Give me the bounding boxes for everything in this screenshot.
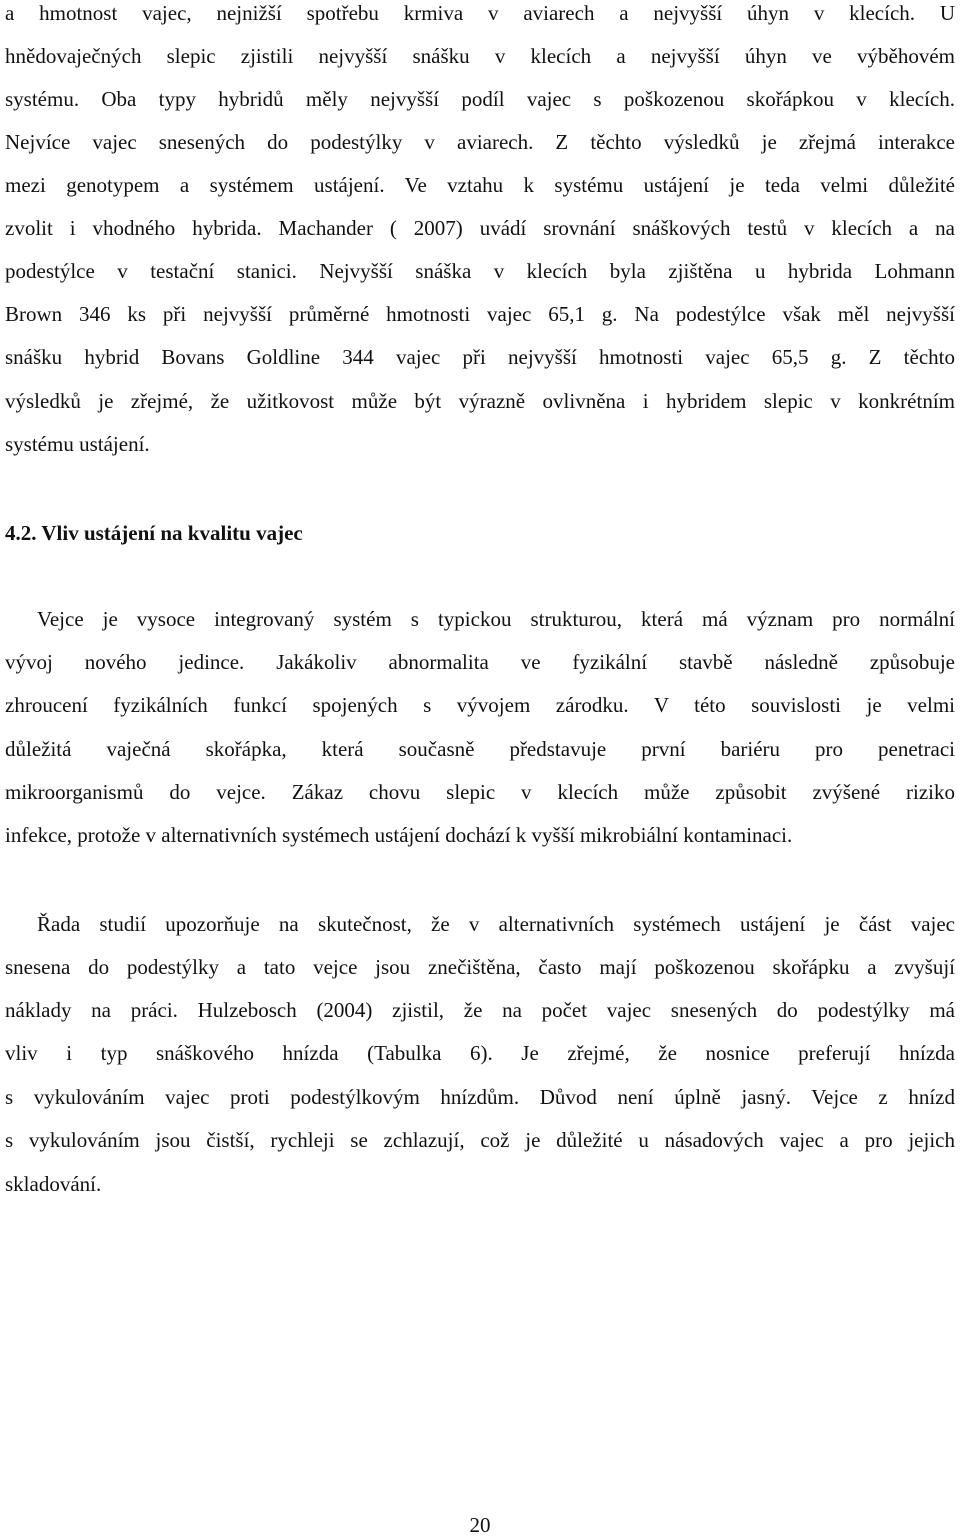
- paragraph-line: mezi genotypem a systémem ustájení. Ve vztahu k systému ustájení je teda velmi důležité: [5, 173, 955, 197]
- paragraph-line: důležitá vaječná skořápka, která současně představuje první bariéru pro penetraci: [5, 737, 955, 761]
- paragraph-line: hnědovaječných slepic zjistili nejvyšší snášku v klecích a nejvyšší úhyn ve výběhovém: [5, 44, 955, 68]
- paragraph-line: výsledků je zřejmé, že užitkovost může být výrazně ovlivněna i hybridem slepic v konkrétním: [5, 389, 955, 413]
- paragraph-line: Řada studií upozorňuje na skutečnost, že v alternativních systémech ustájení je část vajec: [37, 912, 955, 936]
- paragraph-line: mikroorganismů do vejce. Zákaz chovu slepic v klecích může způsobit zvýšené riziko: [5, 780, 955, 804]
- page-number: 20: [469, 1513, 491, 1537]
- paragraph-line: s vykulováním vajec proti podestýlkovým hnízdům. Důvod není úplně jasný. Vejce z hnízd: [5, 1085, 955, 1109]
- paragraph-line: vliv i typ snáškového hnízda (Tabulka 6). Je zřejmé, že nosnice preferují hnízda: [5, 1041, 955, 1065]
- paragraph-line: podestýlce v testační stanici. Nejvyšší snáška v klecích byla zjištěna u hybrida Lohmann: [5, 259, 955, 283]
- paragraph-line: systému ustájení.: [5, 432, 150, 456]
- paragraph-line: snesena do podestýlky a tato vejce jsou znečištěna, často mají poškozenou skořápku a zvyšují: [5, 955, 955, 979]
- paragraph-line: systému. Oba typy hybridů měly nejvyšší podíl vajec s poškozenou skořápkou v klecích.: [5, 87, 955, 111]
- paragraph-line: Nejvíce vajec snesených do podestýlky v aviarech. Z těchto výsledků je zřejmá interakce: [5, 130, 955, 154]
- paragraph-line: Vejce je vysoce integrovaný systém s typickou strukturou, která má význam pro normální: [37, 607, 955, 631]
- section-heading: 4.2. Vliv ustájení na kvalitu vajec: [5, 521, 303, 545]
- paragraph-line: vývoj nového jedince. Jakákoliv abnormalita ve fyzikální stavbě následně způsobuje: [5, 650, 955, 674]
- paragraph-line: s vykulováním jsou čistší, rychleji se zchlazují, což je důležité u násadových vajec a pro jejich: [5, 1128, 955, 1152]
- paragraph-line: infekce, protože v alternativních systémech ustájení dochází k vyšší mikrobiální kontaminaci.: [5, 823, 793, 847]
- paragraph-line: náklady na práci. Hulzebosch (2004) zjistil, že na počet vajec snesených do podestýlky má: [5, 998, 955, 1022]
- paragraph-line: snášku hybrid Bovans Goldline 344 vajec při nejvyšší hmotnosti vajec 65,5 g. Z těchto: [5, 345, 955, 369]
- paragraph-line: zhroucení fyzikálních funkcí spojených s vývojem zárodku. V této souvislosti je velmi: [5, 693, 955, 717]
- paragraph-line: zvolit i vhodného hybrida. Machander ( 2007) uvádí srovnání snáškových testů v klecích a na: [5, 216, 955, 240]
- paragraph-line: skladování.: [5, 1172, 102, 1196]
- paragraph-line: a hmotnost vajec, nejnižší spotřebu krmiva v aviarech a nejvyšší úhyn v klecích. U: [5, 1, 955, 25]
- paragraph-line: Brown 346 ks při nejvyšší průměrné hmotnosti vajec 65,1 g. Na podestýlce však měl nejvyšší: [5, 302, 955, 326]
